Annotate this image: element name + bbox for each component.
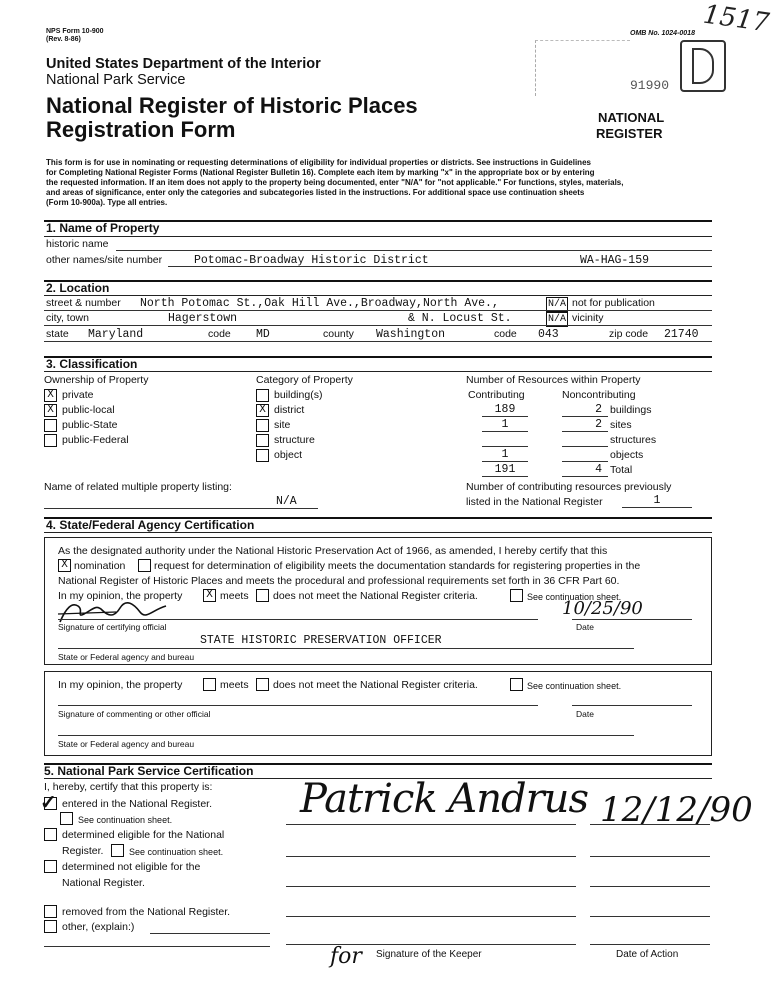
intro-line-5: (Form 10-900a). Type all entries. xyxy=(46,198,168,207)
category-district-checkbox[interactable]: X xyxy=(256,404,269,417)
keeper-label: Signature of the Keeper xyxy=(376,949,482,960)
receipt-stamp-text: 91990 xyxy=(630,78,670,93)
section-2-title: 2. Location xyxy=(46,281,110,295)
state-code-label: code xyxy=(208,328,231,340)
other-names-label: other names/site number xyxy=(46,254,163,266)
county-code-value[interactable]: 043 xyxy=(538,328,559,341)
date-line xyxy=(572,619,692,620)
resources-label: Number of Resources within Property xyxy=(466,374,641,386)
previously-listed-label-2: listed in the National Register xyxy=(466,496,603,508)
section-5-title: 5. National Park Service Certification xyxy=(44,764,254,778)
state-code-value[interactable]: MD xyxy=(256,328,270,341)
other-names-field xyxy=(168,266,712,267)
category-building-label: building(s) xyxy=(274,389,323,401)
cert-line-1: As the designated authority under the National Historic Preservation Act of 1966, as amended, I hereby certify that this xyxy=(58,545,608,557)
zip-label: zip code xyxy=(609,328,649,340)
sites-contributing[interactable]: 1 xyxy=(501,418,509,431)
keeper-line-2 xyxy=(286,856,576,857)
field-line xyxy=(482,476,528,477)
county-code-label: code xyxy=(494,328,517,340)
previously-listed-label-1: Number of contributing resources previously xyxy=(466,481,672,493)
see-continuation-2-label: See continuation sheet. xyxy=(129,847,224,857)
ownership-public-state-checkbox[interactable] xyxy=(44,419,57,432)
county-label: county xyxy=(323,328,354,340)
signature-line xyxy=(58,619,538,620)
date-line-1 xyxy=(590,824,710,825)
form-number: NPS Form 10-900 xyxy=(46,28,104,35)
ownership-public-federal-label: public-Federal xyxy=(62,434,129,446)
site-number-value[interactable]: WA-HAG-159 xyxy=(580,254,650,267)
keeper-line-4 xyxy=(286,916,576,917)
buildings-noncontributing[interactable]: 2 xyxy=(595,403,602,416)
continuation-checkbox[interactable] xyxy=(510,589,523,602)
sites-label: sites xyxy=(610,419,632,431)
not-eligible-checkbox[interactable] xyxy=(44,860,57,873)
opinion-prefix: In my opinion, the property xyxy=(58,590,183,602)
other-label: other, (explain:) xyxy=(62,921,135,933)
field-line xyxy=(562,476,608,477)
cert-line-2: request for determination of eligibility meets the documentation standards for registering properties in the xyxy=(154,560,641,572)
ownership-public-federal-checkbox[interactable] xyxy=(44,434,57,447)
sites-noncontributing[interactable]: 2 xyxy=(595,418,602,431)
entered-label: entered in the National Register. xyxy=(62,798,213,810)
field-line xyxy=(622,507,692,508)
not-for-publication-checkbox[interactable]: N/A xyxy=(548,299,567,310)
ownership-private-label: private xyxy=(62,389,94,401)
city-label: city, town xyxy=(46,312,89,324)
box2-does-not-meet-checkbox[interactable] xyxy=(256,678,269,691)
buildings-label: buildings xyxy=(610,404,652,416)
category-label: Category of Property xyxy=(256,374,353,386)
contributing-header: Contributing xyxy=(468,389,525,401)
other-explain-line-2 xyxy=(44,946,270,947)
form-title-line2: Registration Form xyxy=(46,117,236,142)
box2-agency-label: State or Federal agency and bureau xyxy=(58,739,195,749)
certify-label: I, hereby, certify that this property is: xyxy=(44,781,213,793)
eligible-checkbox[interactable] xyxy=(44,828,57,841)
field-line xyxy=(562,416,608,417)
field-line xyxy=(482,446,528,447)
corner-handwriting: 1517 xyxy=(701,0,771,39)
street-field-line xyxy=(44,310,712,311)
field-line xyxy=(562,461,608,462)
related-listing-field xyxy=(44,508,318,509)
total-label: Total xyxy=(610,464,633,476)
entered-checkmark-icon: ✓ xyxy=(40,790,57,814)
related-listing-label: Name of related multiple property listing: xyxy=(44,481,232,493)
field-line xyxy=(482,431,528,432)
street-continued-value[interactable]: & N. Locust St. xyxy=(408,312,512,325)
certification-date: 10/25/90 xyxy=(562,598,643,619)
see-continuation-1-label: See continuation sheet. xyxy=(78,815,173,825)
state-value[interactable]: Maryland xyxy=(88,328,144,341)
other-names-value[interactable]: Potomac-Broadway Historic District xyxy=(194,254,429,267)
date-label: Date xyxy=(576,622,594,632)
category-site-label: site xyxy=(274,419,291,431)
box2-agency-line xyxy=(58,735,634,736)
box2-continuation-label: See continuation sheet. xyxy=(527,681,622,691)
category-site-checkbox[interactable] xyxy=(256,419,269,432)
eligible-label: determined eligible for the National xyxy=(62,829,225,841)
see-continuation-1-checkbox[interactable] xyxy=(60,812,73,825)
removed-checkbox[interactable] xyxy=(44,905,57,918)
date-line-2 xyxy=(590,856,710,857)
ownership-public-state-label: public-State xyxy=(62,419,118,431)
signature-label: Signature of certifying official xyxy=(58,622,167,632)
buildings-contributing[interactable]: 189 xyxy=(494,403,516,416)
does-not-meet-label: does not meet the National Register criteria. xyxy=(273,590,478,602)
box2-date-line xyxy=(572,705,692,706)
nomination-label: nomination xyxy=(74,560,126,572)
box2-meets-checkbox[interactable] xyxy=(203,678,216,691)
previously-listed-value[interactable]: 1 xyxy=(653,494,661,507)
date-line-4 xyxy=(590,916,710,917)
category-structure-label: structure xyxy=(274,434,315,446)
ownership-public-local-checkbox[interactable]: X xyxy=(44,404,57,417)
cert-line-3: National Register of Historic Places and meets the procedural and professional requirements set forth in 36 CFR Part 60. xyxy=(58,575,620,587)
ownership-label: Ownership of Property xyxy=(44,374,149,386)
other-checkbox[interactable] xyxy=(44,920,57,933)
box2-does-not-meet-label: does not meet the National Register criteria. xyxy=(273,679,478,691)
vicinity-checkbox[interactable]: N/A xyxy=(548,314,567,325)
eligible-label-2: Register. xyxy=(62,845,104,857)
street-label: street & number xyxy=(46,297,121,309)
historic-name-label: historic name xyxy=(46,238,109,250)
vicinity-label: vicinity xyxy=(572,312,604,324)
total-noncontributing[interactable]: 4 xyxy=(595,463,602,476)
street-value[interactable]: North Potomac St.,Oak Hill Ave.,Broadway,North Ave., xyxy=(140,297,499,310)
noncontributing-header: Noncontributing xyxy=(562,389,636,401)
field-line xyxy=(482,416,528,417)
omb-number: OMB No. 1024-0018 xyxy=(630,30,695,37)
meets-checkbox[interactable]: X xyxy=(203,589,216,602)
ownership-public-local-label: public-local xyxy=(62,404,115,416)
historic-name-field[interactable] xyxy=(116,250,712,251)
not-for-publication-label: not for publication xyxy=(572,297,655,309)
not-eligible-label-2: National Register. xyxy=(62,877,145,889)
county-value[interactable]: Washington xyxy=(376,328,446,341)
section-1-title: 1. Name of Property xyxy=(46,221,160,235)
continuation-label: See continuation sheet. xyxy=(527,592,622,602)
box2-signature-line xyxy=(58,705,538,706)
box2-meets-label: meets xyxy=(220,679,249,691)
divider xyxy=(44,532,712,533)
not-eligible-label: determined not eligible for the xyxy=(62,861,201,873)
objects-contributing[interactable]: 1 xyxy=(501,448,509,461)
agency-line xyxy=(58,648,634,649)
city-value[interactable]: Hagerstown xyxy=(168,312,238,325)
section-4-title: 4. State/Federal Agency Certification xyxy=(46,518,255,532)
box2-continuation-checkbox[interactable] xyxy=(510,678,523,691)
intro-line-1: This form is for use in nominating or requesting determinations of eligibility for individual properties or districts. See instructions in Guidelines xyxy=(46,158,591,167)
see-continuation-2-checkbox[interactable] xyxy=(111,844,124,857)
date-line-3 xyxy=(590,886,710,887)
objects-label: objects xyxy=(610,449,644,461)
zip-value[interactable]: 21740 xyxy=(664,328,699,341)
form-title-line1: National Register of Historic Places xyxy=(46,93,418,118)
section-3-title: 3. Classification xyxy=(46,357,138,371)
divider xyxy=(44,356,712,358)
category-object-checkbox[interactable] xyxy=(256,449,269,462)
other-explain-line xyxy=(150,933,270,934)
divider xyxy=(44,371,712,372)
stamp-d-mark xyxy=(680,40,726,92)
divider xyxy=(44,236,712,237)
field-line xyxy=(482,461,528,462)
intro-line-4: and areas of significance, enter only the categories and subcategories listed in the instructions. For additional space use continuation sheets xyxy=(46,188,585,197)
department-name: United States Department of the Interior xyxy=(46,56,321,72)
receipt-stamp-area xyxy=(535,40,630,96)
total-contributing[interactable]: 191 xyxy=(494,463,516,476)
field-line xyxy=(562,431,608,432)
keeper-initials: for xyxy=(330,944,362,969)
national-register-stamp-1: NATIONAL xyxy=(598,110,665,125)
meets-label: meets xyxy=(220,590,249,602)
ownership-private-checkbox[interactable]: X xyxy=(44,389,57,402)
divider xyxy=(44,295,712,296)
action-date: 12/12/90 xyxy=(600,790,753,830)
box2-opinion-prefix: In my opinion, the property xyxy=(58,679,183,691)
field-line xyxy=(562,446,608,447)
date-line-5 xyxy=(590,944,710,945)
category-object-label: object xyxy=(274,449,303,461)
agency-label: State or Federal agency and bureau xyxy=(58,652,195,662)
date-of-action-label: Date of Action xyxy=(616,949,679,960)
state-label: state xyxy=(46,328,69,340)
city-field-line xyxy=(44,325,712,326)
category-structure-checkbox[interactable] xyxy=(256,434,269,447)
removed-label: removed from the National Register. xyxy=(62,906,231,918)
state-field-line xyxy=(44,341,712,342)
official-title: STATE HISTORIC PRESERVATION OFFICER xyxy=(200,634,442,647)
divider xyxy=(44,280,712,282)
intro-line-2: for Completing National Register Forms (National Register Bulletin 16). Complete each item by marking "x" in the appropriate box or by entering xyxy=(46,168,595,177)
keeper-line-3 xyxy=(286,886,576,887)
keeper-line-1 xyxy=(286,824,576,825)
does-not-meet-checkbox[interactable] xyxy=(256,589,269,602)
national-register-stamp-2: REGISTER xyxy=(596,126,663,141)
keeper-signature: Patrick Andrus xyxy=(300,776,588,822)
structures-label: structures xyxy=(610,434,657,446)
box2-date-label: Date xyxy=(576,709,594,719)
nomination-checkbox[interactable]: X xyxy=(58,559,71,572)
intro-line-3: the requested information. If an item does not apply to the property being documented, enter "N/A" for "not applicable." For functions, styles, materials, xyxy=(46,178,624,187)
service-name: National Park Service xyxy=(46,72,186,88)
request-checkbox[interactable] xyxy=(138,559,151,572)
form-revision: (Rev. 8-86) xyxy=(46,36,81,43)
box2-signature-label: Signature of commenting or other official xyxy=(58,709,211,719)
category-district-label: district xyxy=(274,404,305,416)
related-listing-value[interactable]: N/A xyxy=(276,495,297,508)
category-building-checkbox[interactable] xyxy=(256,389,269,402)
